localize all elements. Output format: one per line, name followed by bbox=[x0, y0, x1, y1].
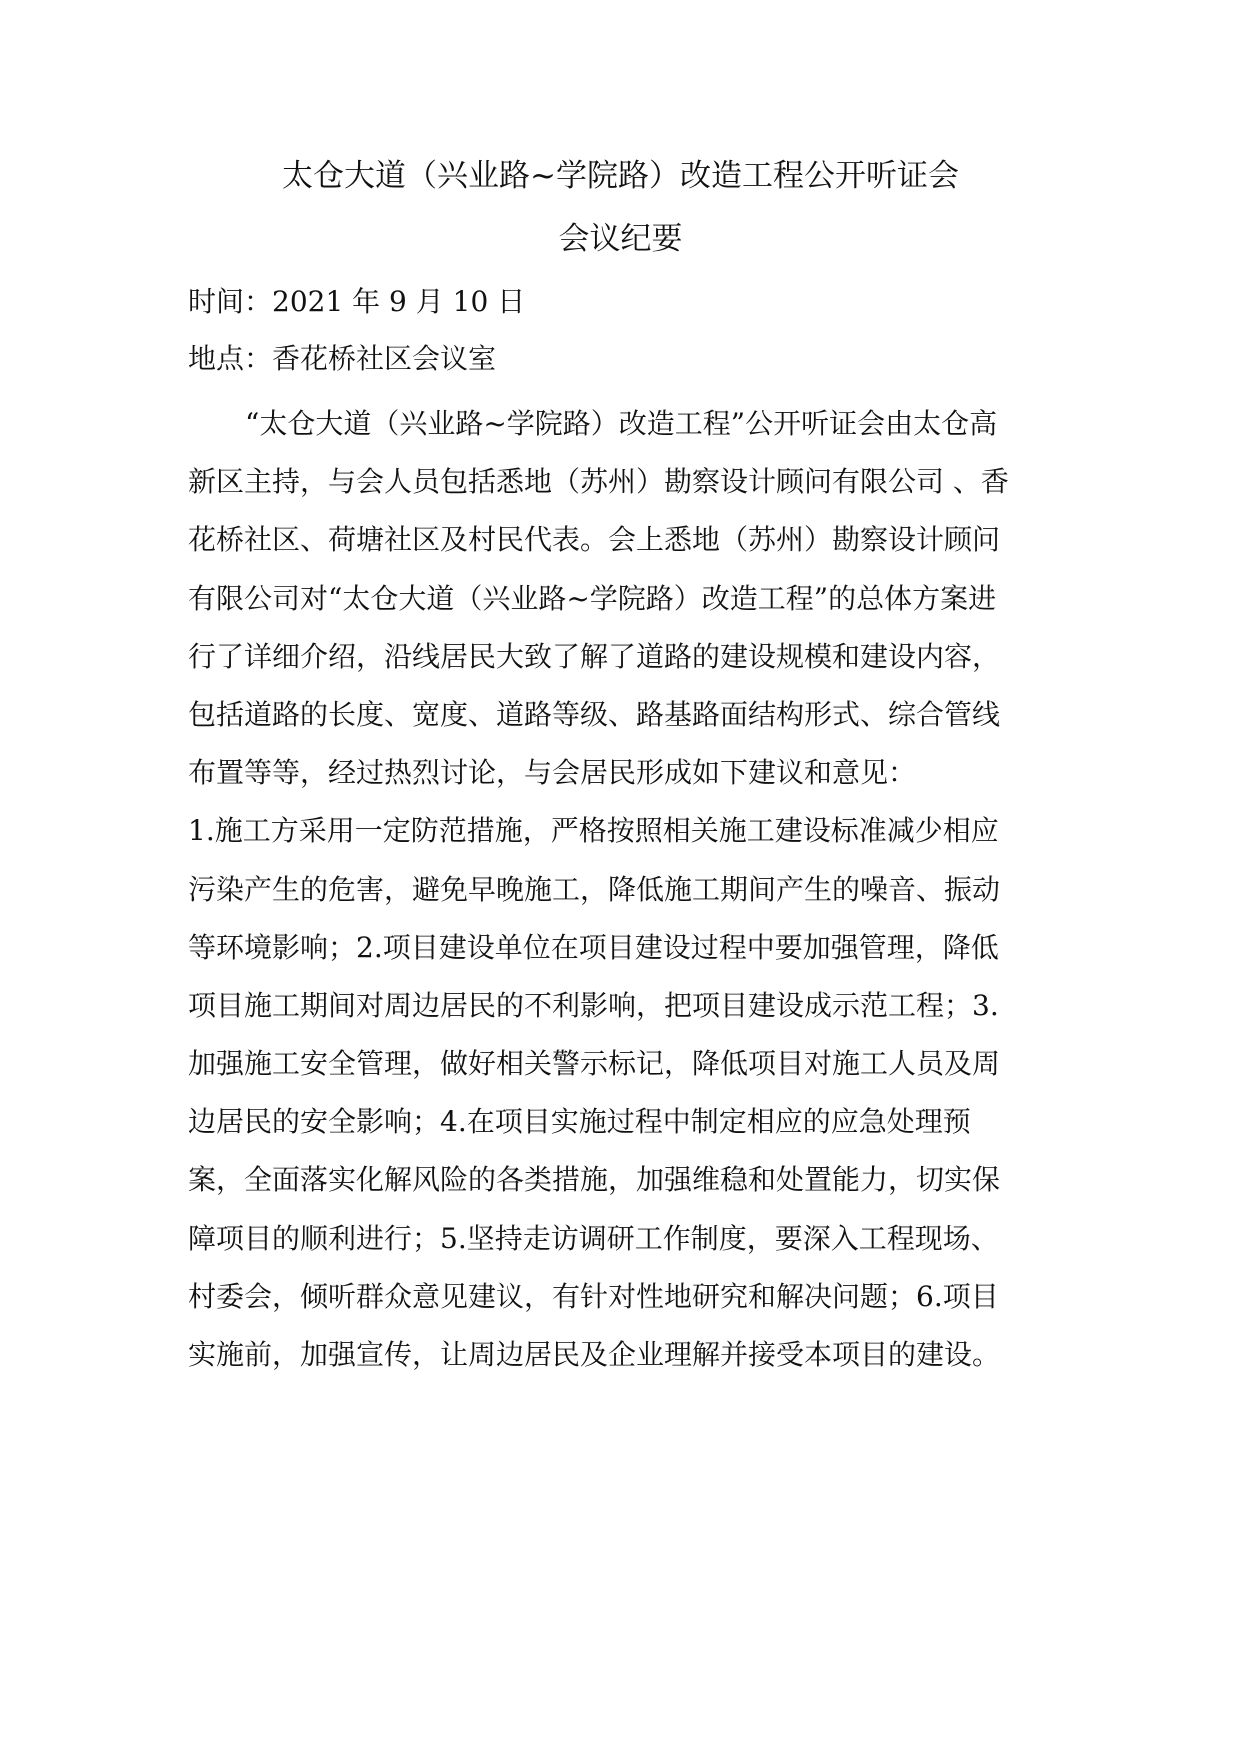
document-subtitle: 会议纪要 bbox=[558, 221, 683, 257]
body-line: 1.施工方采用一定防范措施，严格按照相关施工建设标准减少相应 bbox=[188, 814, 999, 848]
body-line: 有限公司对“太仓大道（兴业路~学院路）改造工程”的总体方案进 bbox=[188, 581, 997, 615]
body-line: 布置等等，经过热烈讨论，与会居民形成如下建议和意见： bbox=[188, 756, 917, 790]
body-line: “太仓大道（兴业路~学院路）改造工程”公开听证会由太仓高 bbox=[245, 407, 998, 440]
body-line: 新区主持，与会人员包括悉地（苏州）勘察设计顾问有限公司 、香 bbox=[188, 465, 1009, 499]
meeting-time: 时间：2021 年 9 月 10 日 bbox=[188, 285, 526, 318]
body-line: 实施前，加强宣传，让周边居民及企业理解并接受本项目的建设。 bbox=[188, 1338, 1001, 1371]
body-line: 案，全面落实化解风险的各类措施，加强维稳和处置能力，切实保 bbox=[188, 1163, 1001, 1197]
meeting-place: 地点：香花桥社区会议室 bbox=[188, 342, 497, 375]
body-line: 边居民的安全影响；4.在项目实施过程中制定相应的应急处理预 bbox=[188, 1105, 971, 1139]
body-text bbox=[188, 395, 1068, 1384]
body-line: 项目施工期间对周边居民的不利影响，把项目建设成示范工程；3. bbox=[188, 988, 999, 1022]
body-line: 污染产生的危害，避免早晚施工，降低施工期间产生的噪音、振动 bbox=[188, 872, 1001, 906]
body-line: 村委会，倾听群众意见建议，有针对性地研究和解决问题；6.项目 bbox=[188, 1279, 999, 1313]
document-title: 太仓大道（兴业路~学院路）改造工程公开听证会 bbox=[282, 158, 959, 194]
body-line: 加强施工安全管理，做好相关警示标记，降低项目对施工人员及周 bbox=[188, 1047, 1001, 1081]
body-line: 等环境影响；2.项目建设单位在项目建设过程中要加强管理，降低 bbox=[188, 930, 999, 964]
body-line: 包括道路的长度、宽度、道路等级、路基路面结构形式、综合管线 bbox=[188, 697, 1001, 731]
body-line: 行了详细介绍，沿线居民大致了解了道路的建设规模和建设内容， bbox=[188, 639, 1001, 673]
body-line: 花桥社区、荷塘社区及村民代表。会上悉地（苏州）勘察设计顾问 bbox=[188, 523, 1001, 557]
body-line: 障项目的顺利进行；5.坚持走访调研工作制度，要深入工程现场、 bbox=[188, 1221, 999, 1255]
